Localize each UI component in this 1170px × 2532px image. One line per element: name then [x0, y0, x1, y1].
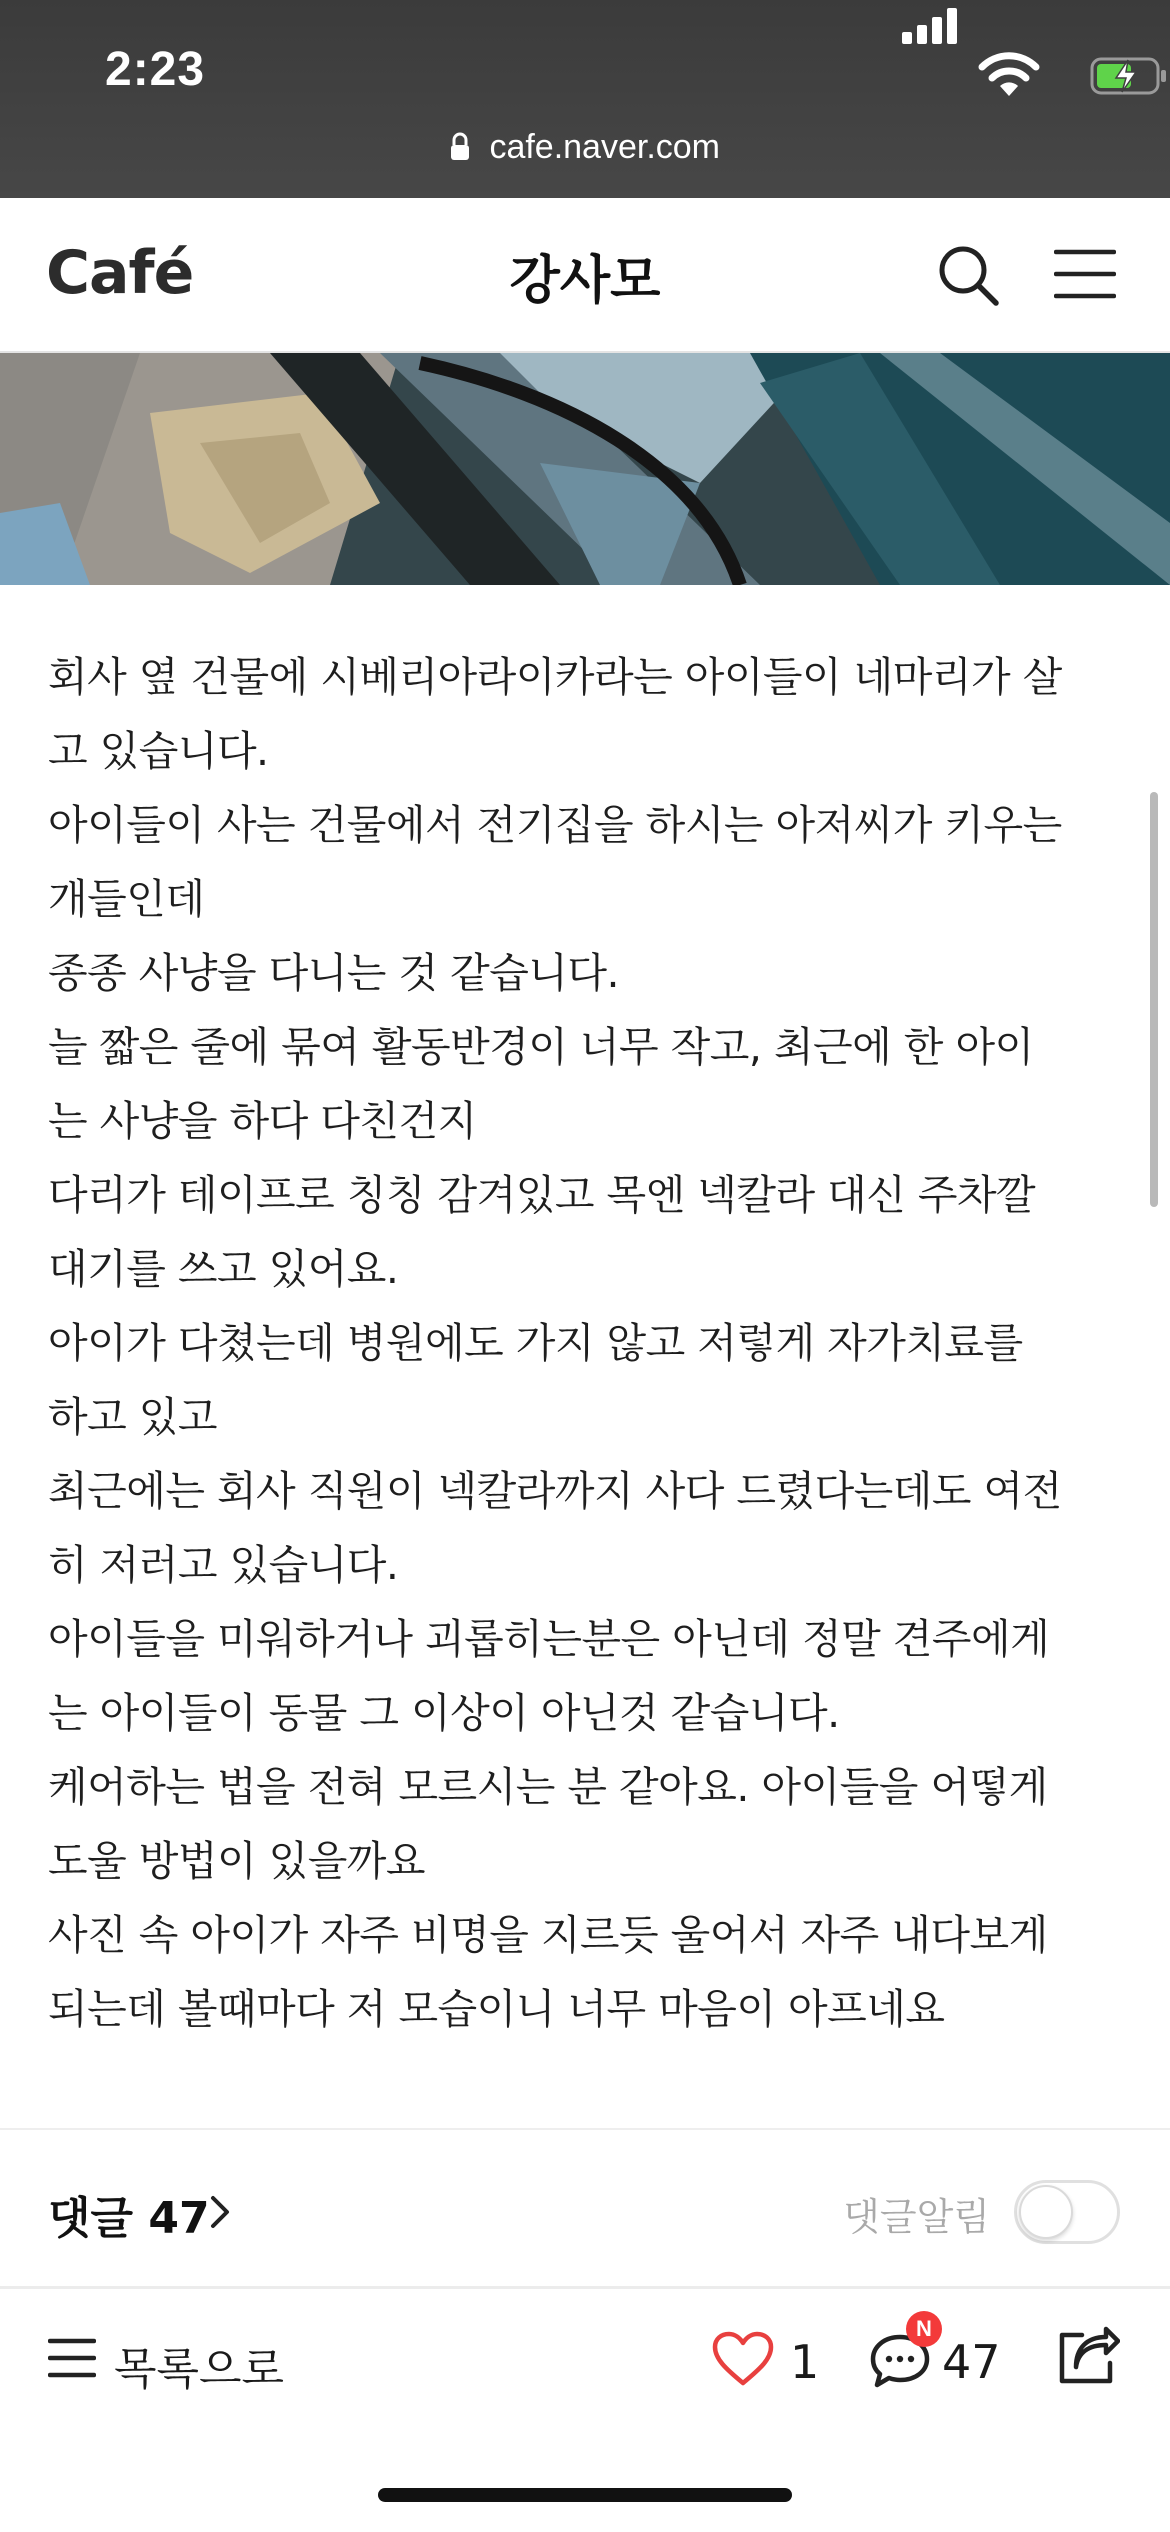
- post-body: [48, 640, 1128, 2046]
- comments-row: [0, 2130, 1170, 2286]
- chevron-right-icon[interactable]: [208, 2192, 232, 2232]
- url-text: cafe.naver.com: [489, 128, 720, 166]
- post-photo[interactable]: [0, 353, 1170, 585]
- photo-content: [0, 353, 1170, 585]
- post-line: 하고 있고: [48, 1393, 217, 1441]
- heart-icon: [712, 2331, 774, 2387]
- status-bar: [0, 0, 1170, 198]
- post-line: 고 있습니다.: [48, 727, 269, 775]
- post-line: 늘 짧은 줄에 묶여 활동반경이 너무 작고, 최근에 한 아이: [48, 1023, 1034, 1071]
- back-to-list-label: 목록으로: [114, 2344, 285, 2395]
- toggle-knob: [1019, 2185, 1073, 2239]
- post-line: 히 저러고 있습니다.: [48, 1541, 399, 1589]
- post-line: 개들인데: [48, 875, 205, 923]
- comment-notify-toggle[interactable]: [1014, 2180, 1120, 2244]
- cafe-header: [0, 198, 1170, 353]
- post-line: 되는데 볼때마다 저 모습이니 너무 마음이 아프네요: [48, 1985, 945, 2033]
- cellular-signal-icon: [902, 8, 958, 44]
- comment-button[interactable]: [870, 2311, 1020, 2401]
- post-line: 아이들을 미워하거나 괴롭히는분은 아닌데 정말 견주에게: [48, 1615, 1050, 1663]
- comment-count: 47: [942, 2335, 1001, 2389]
- comment-notify-label: 댓글알림: [843, 2195, 990, 2239]
- post-line: 도울 방법이 있을까요: [48, 1837, 426, 1885]
- scroll-indicator[interactable]: [1150, 792, 1158, 1207]
- wifi-icon: [976, 50, 1042, 98]
- cafe-logo[interactable]: Café: [46, 238, 194, 308]
- post-line: 종종 사냥을 다니는 것 같습니다.: [48, 949, 620, 997]
- menu-icon[interactable]: [1054, 248, 1116, 300]
- post-line: 사진 속 아이가 자주 비명을 지르듯 울어서 자주 내다보게: [48, 1911, 1048, 1959]
- new-badge: N: [906, 2311, 942, 2347]
- post-line: 최근에는 회사 직원이 넥칼라까지 사다 드렸다는데도 여전: [48, 1467, 1062, 1515]
- share-icon[interactable]: [1056, 2323, 1120, 2387]
- home-indicator[interactable]: [378, 2488, 792, 2502]
- cafe-title[interactable]: 강사모: [509, 251, 661, 311]
- post-line: 아이가 다쳤는데 병원에도 가지 않고 저렇게 자가치료를: [48, 1319, 1023, 1367]
- like-count: 1: [790, 2335, 820, 2389]
- search-icon[interactable]: [936, 243, 1000, 307]
- like-button[interactable]: [712, 2325, 822, 2395]
- battery-charging-icon: [1090, 56, 1170, 96]
- lock-icon: [450, 132, 470, 162]
- bottom-action-bar: [0, 2289, 1170, 2429]
- list-icon: [48, 2337, 96, 2379]
- post-line: 다리가 테이프로 칭칭 감겨있고 목엔 넥칼라 대신 주차깔: [48, 1171, 1036, 1219]
- post-line: 는 사냥을 하다 다친건지: [48, 1097, 477, 1145]
- comments-link[interactable]: 댓글 47: [48, 2193, 210, 2244]
- status-time: 2:23: [105, 43, 206, 96]
- post-line: 대기를 쓰고 있어요.: [48, 1245, 399, 1293]
- post-line: 케어하는 법을 전혀 모르시는 분 같아요. 아이들을 어떻게: [48, 1763, 1048, 1811]
- post-line: 아이들이 사는 건물에서 전기집을 하시는 아저씨가 키우는: [48, 801, 1062, 849]
- address-bar[interactable]: [0, 128, 1170, 176]
- post-line: 회사 옆 건물에 시베리아라이카라는 아이들이 네마리가 살: [48, 653, 1062, 701]
- post-line: 는 아이들이 동물 그 이상이 아닌것 같습니다.: [48, 1689, 840, 1737]
